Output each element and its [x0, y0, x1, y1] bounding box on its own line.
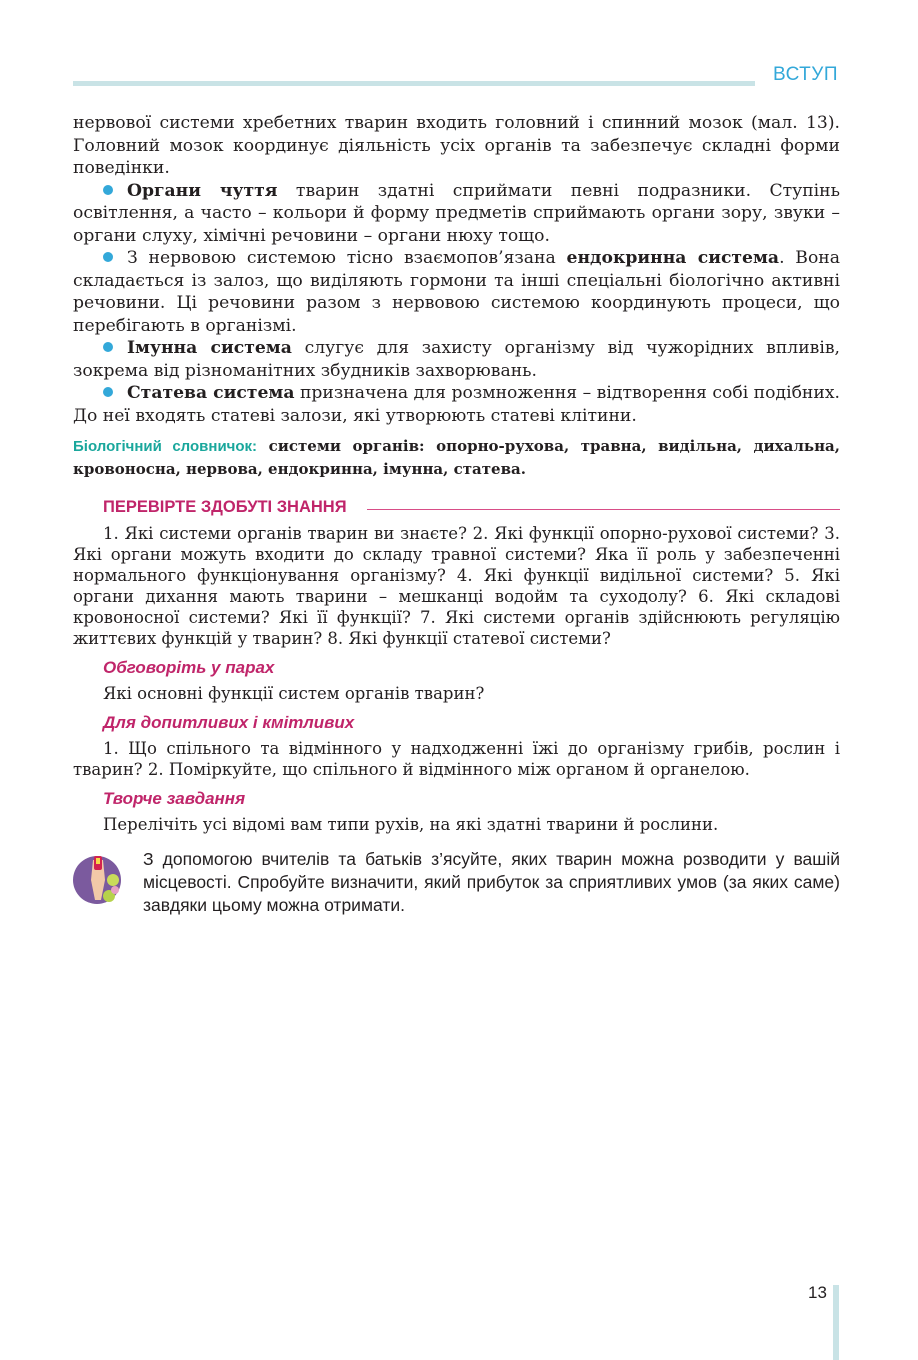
bullet-endocrine [73, 247, 840, 337]
bullet-icon [103, 252, 113, 262]
curious-text: 1. Що спільного та відмінного у надходженні їжі до організму грибів, рослин і тварин? 2. Поміркуйте, що спільного й відмінного між органом й органелою. [73, 739, 840, 779]
creative-heading: Творче завдання [103, 789, 246, 808]
check-questions: 1. Які системи органів тварин ви знаєте? 2. Які функції опорно-рухової системи? 3. Які органи можуть входити до складу травної системи? Яка її роль у забезпеченні нормального функціонування організму? 4. Які функції видільної системи? 5. Які органи дихання мають тварини – мешканці водойм та суходолу? 6. Які складові кровоносної системи? Які її функції? 7. Які системи органів здійснюють регуляцію життєвих функцій у тварин? 8. Які функції статевої системи? [73, 524, 840, 648]
project-hand-icon [73, 850, 125, 906]
term-sense-organs: Органи чуття [127, 180, 278, 201]
heading-rule [367, 509, 840, 510]
page-number: 13 [808, 1283, 827, 1302]
paragraph-nervous-system: нервової системи хребетних тварин входить головний і спинний мозок (мал. 13). Головний мозок координує діяльність усіх органів та забезпечує складні форми поведінки. [73, 113, 840, 178]
section-label: ВСТУП [773, 64, 838, 85]
glossary [73, 435, 840, 480]
bullet-immune [73, 337, 840, 382]
bullet-icon [103, 185, 113, 195]
bullet-sense-organs [73, 180, 840, 248]
creative-text: Перелічіть усі відомі вам типи рухів, на які здатні тварини й рослини. [103, 815, 719, 834]
bullet-text: тварин здатні сприймати певні подразники. Ступінь освітлення, а часто – кольори й форму предметів сприймають органи зору, звуки – органи слуху, хімічні речовини – органи нюху тощо. [73, 180, 840, 246]
bullet-text-lead: З нервовою системою тісно взаємопов’язана [127, 248, 567, 268]
discuss-text: Які основні функції систем органів тварин? [103, 684, 485, 703]
glossary-label: Біологічний словничок: [73, 438, 258, 455]
bullet-icon [103, 342, 113, 352]
header-rule [73, 81, 755, 86]
curious-heading: Для допитливих і кмітливих [103, 713, 355, 732]
project-tip [73, 848, 840, 917]
project-tip-text: З допомогою вчителів та батьків з’ясуйте, яких тварин можна розводити у вашій місцевості. Спробуйте визначити, який прибуток за сприятливих умов (за яких саме) завдяки цьому можна отримати. [143, 849, 840, 915]
term-immune-system: Імунна система [127, 338, 292, 358]
bullet-reproductive [73, 382, 840, 427]
glossary-terms: системи органів: опорно-рухова, травна, видільна, дихальна, кровоносна, нервова, ендокринна, імунна, статева. [73, 437, 840, 478]
check-knowledge-title: ПЕРЕВІРТЕ ЗДОБУТІ ЗНАННЯ [103, 498, 347, 516]
check-knowledge-heading [103, 498, 840, 517]
bullet-text: . Вона складається із залоз, що виділяють гормони та інші спеціальні біологічно активні речовини. Ці речовини разом з нервовою системою координують процеси, що перебігають в організмі. [73, 248, 840, 336]
term-reproductive-system: Статева система [127, 383, 295, 403]
discuss-heading: Обговоріть у парах [103, 658, 275, 677]
bullet-text: слугує для захисту організму від чужорідних впливів, зокрема від різноманітних збудників захворювань. [73, 338, 840, 381]
page-content [73, 112, 840, 835]
bullet-icon [103, 387, 113, 397]
bullet-text: призначена для розмноження – відтворення собі подібних. До неї входять статеві залози, які утворюють статеві клітини. [73, 383, 840, 426]
term-endocrine-system: ендокринна система [566, 248, 780, 268]
page-edge-bar [833, 1285, 839, 1360]
